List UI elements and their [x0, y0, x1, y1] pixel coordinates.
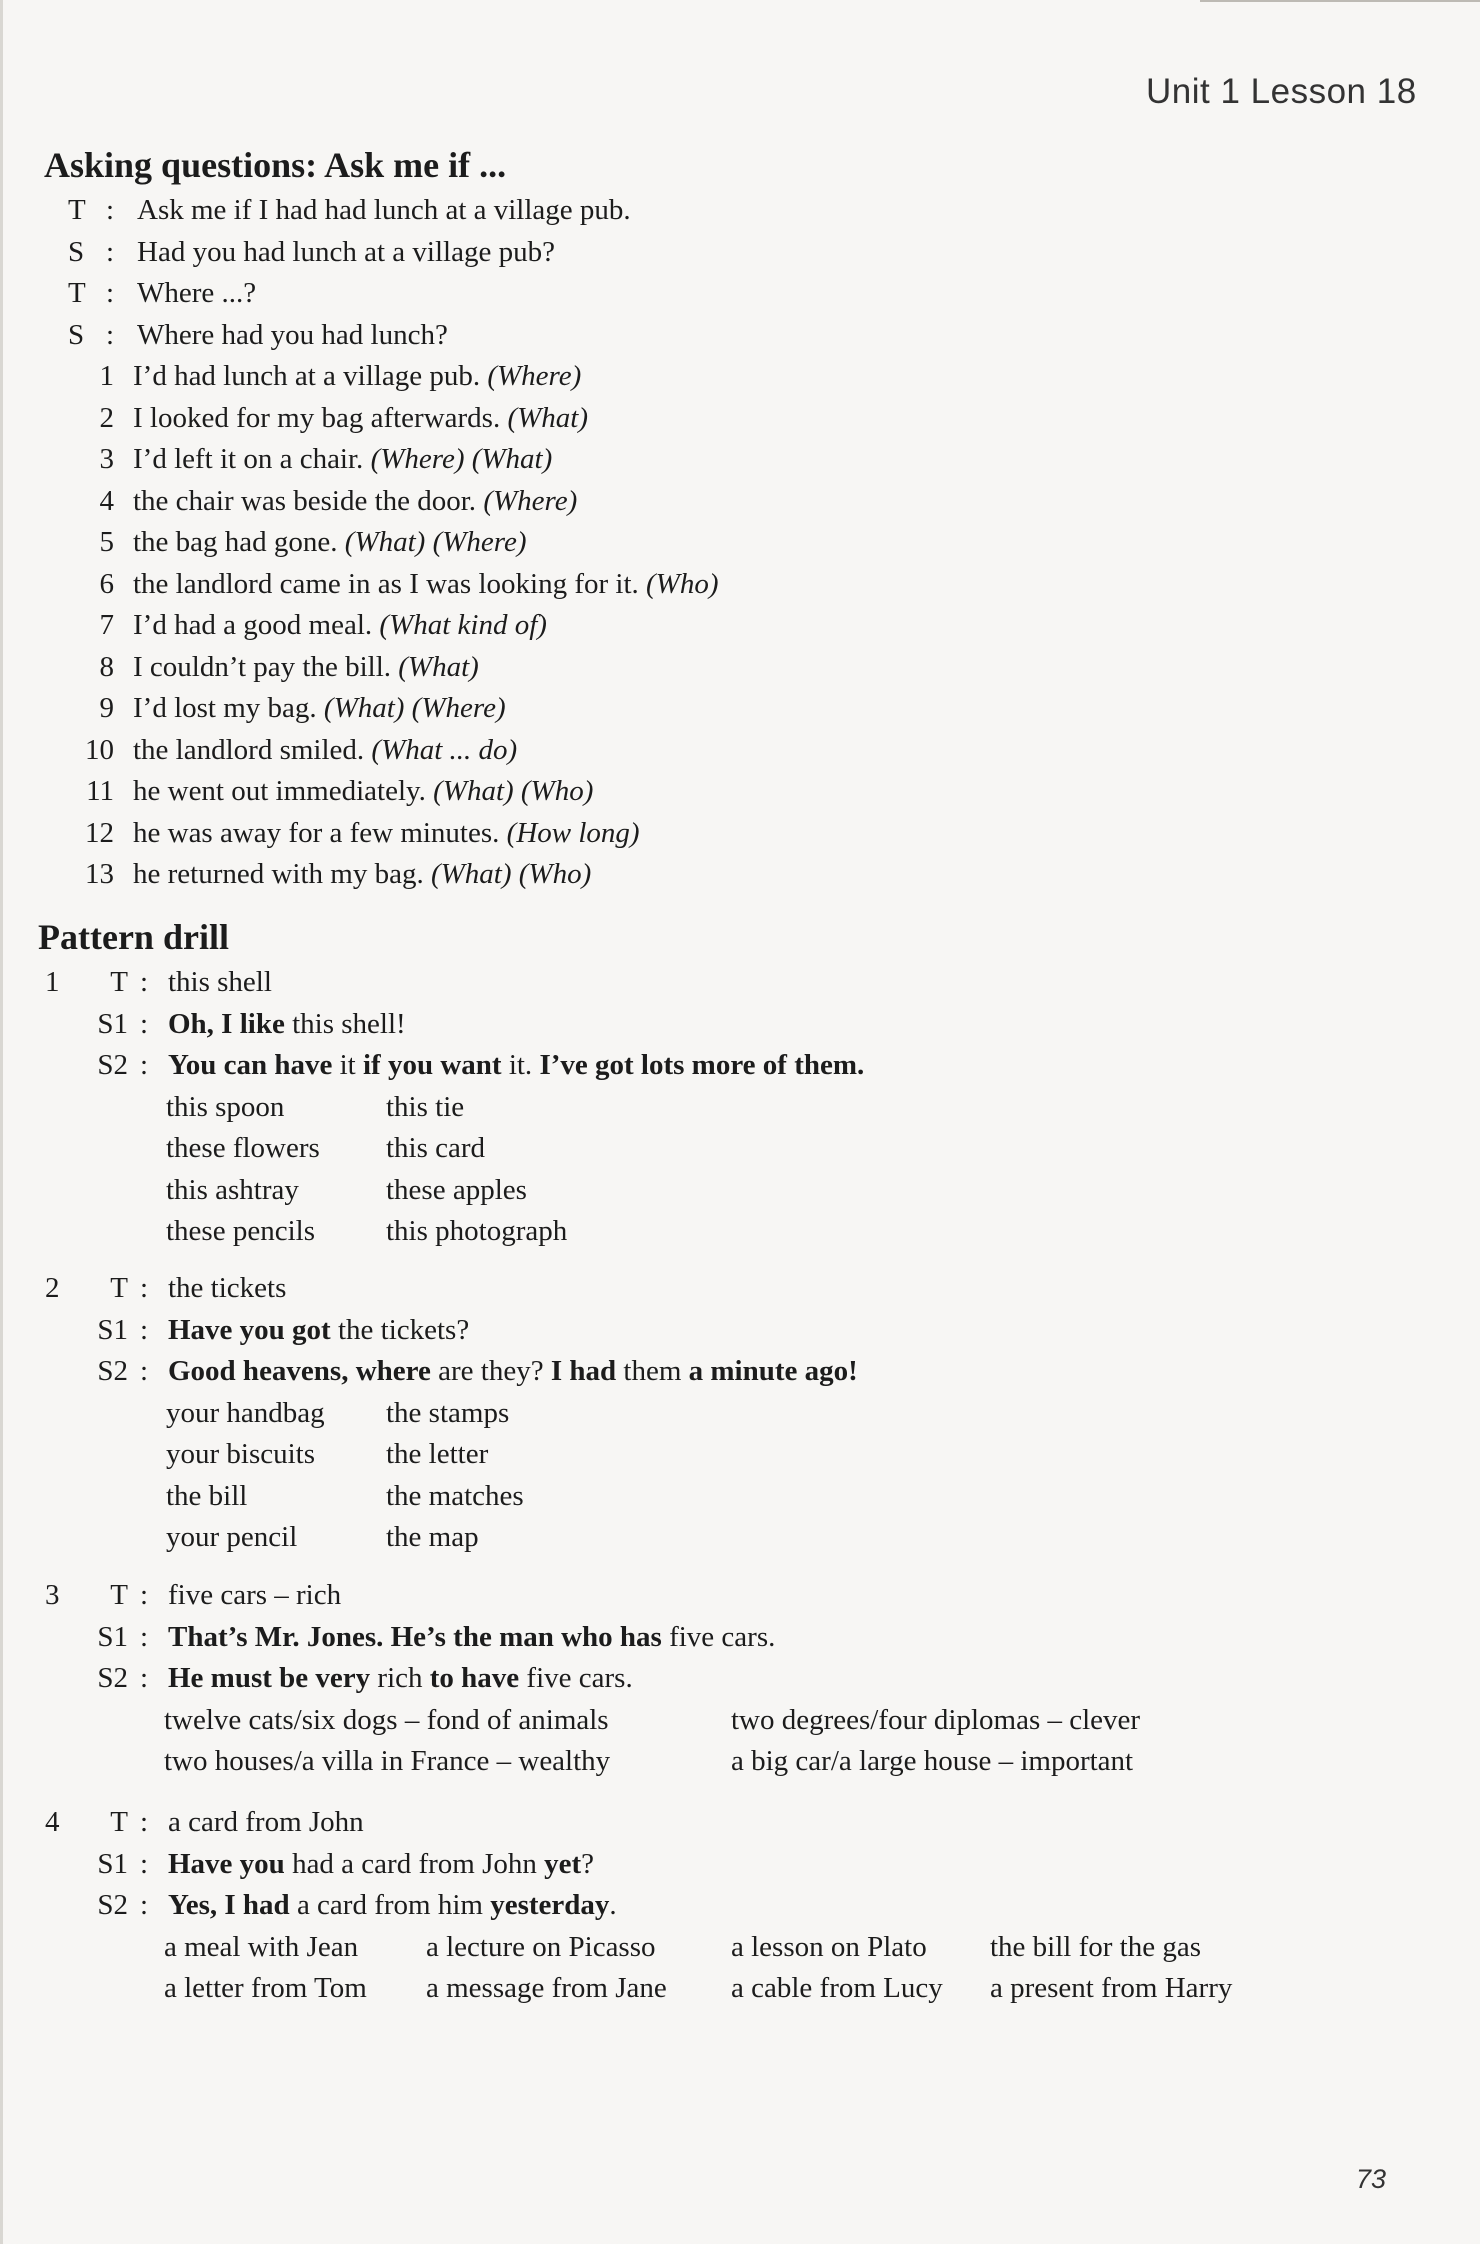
cue-word: the stamps	[386, 1396, 510, 1429]
item-text: I couldn’t pay the bill.	[133, 650, 391, 683]
drill-colon: :	[140, 966, 149, 998]
dialogue-speaker: S	[68, 235, 85, 268]
item-cues: (What)	[398, 650, 479, 683]
drill-speaker: S2	[97, 1662, 128, 1694]
bold-phrase: if you want	[362, 1049, 502, 1081]
item-text: the chair was beside the door.	[133, 484, 477, 517]
cue-word: these apples	[386, 1173, 527, 1206]
drill-line	[168, 1045, 864, 1086]
list-item	[133, 730, 517, 771]
plain-phrase: it	[332, 1049, 363, 1081]
drill-speaker: S2	[97, 1355, 128, 1387]
item-space	[639, 568, 646, 600]
item-cues: (What ... do)	[371, 733, 518, 766]
pattern-drill-heading: Pattern drill	[38, 917, 229, 957]
list-item	[133, 564, 719, 605]
drill-line	[168, 1004, 406, 1045]
cue-word: the bill	[166, 1479, 248, 1512]
bold-phrase: Good heavens, where	[168, 1355, 431, 1387]
drill-speaker: T	[110, 1272, 128, 1304]
drill-line	[168, 962, 272, 1003]
drill-speaker: T	[110, 966, 128, 998]
list-item	[133, 522, 527, 563]
cue-word: the letter	[386, 1438, 489, 1470]
plain-phrase: them	[616, 1355, 689, 1387]
drill-line	[168, 1268, 286, 1309]
drill-speaker: T	[110, 1806, 128, 1838]
item-space	[499, 817, 506, 849]
item-text: I’d left it on a chair.	[133, 443, 364, 475]
item-number: 2	[99, 401, 114, 434]
item-cues: (What) (Who)	[433, 775, 594, 807]
drill-number: 2	[45, 1272, 60, 1304]
drill-speaker: S1	[97, 1313, 128, 1346]
dialogue-line: Had you had lunch at a village pub?	[137, 235, 555, 268]
drill-colon: :	[140, 1662, 149, 1694]
drill-colon: :	[140, 1355, 149, 1387]
item-space	[317, 692, 324, 724]
cue-word: the bill for the gas	[990, 1930, 1202, 1963]
drill-colon: :	[140, 1579, 149, 1611]
cue-word: a lecture on Picasso	[426, 1930, 656, 1963]
drill-speaker: S1	[97, 1847, 128, 1880]
item-cues: (Where)	[483, 484, 578, 517]
cue-word: this ashtray	[166, 1173, 299, 1206]
list-item	[133, 398, 588, 439]
plain-phrase: ?	[581, 1847, 595, 1880]
cue-word: a big car/a large house – important	[731, 1745, 1134, 1777]
item-text: the bag had gone.	[133, 526, 338, 558]
cue-word: a lesson on Plato	[731, 1930, 927, 1963]
item-number: 4	[99, 484, 114, 517]
item-number: 11	[86, 775, 114, 807]
item-text: I’d had a good meal.	[133, 609, 373, 641]
item-number: 1	[99, 360, 114, 392]
drill-number: 1	[45, 966, 60, 998]
cue-word: this spoon	[166, 1090, 285, 1123]
cue-word: your handbag	[166, 1396, 325, 1429]
bold-phrase: You can have	[168, 1049, 333, 1081]
plain-phrase: five cars.	[661, 1620, 776, 1653]
drill-speaker: S1	[97, 1620, 128, 1653]
list-item	[133, 771, 593, 812]
list-item	[133, 356, 581, 397]
drill-colon: :	[140, 1889, 149, 1921]
bold-phrase: I’ve got lots more of them.	[539, 1049, 865, 1081]
drill-colon: :	[140, 1313, 149, 1346]
item-text: I’d lost my bag.	[133, 692, 317, 724]
dialogue-colon: :	[106, 277, 115, 309]
drill-line	[168, 1658, 633, 1699]
asking-questions-heading: Asking questions: Ask me if ...	[44, 145, 507, 185]
drill-speaker: T	[110, 1579, 128, 1611]
cue-word: two degrees/four diplomas – clever	[731, 1703, 1141, 1736]
item-text: I looked for my bag afterwards.	[133, 401, 501, 434]
cue-word: this tie	[386, 1090, 465, 1123]
item-text: he returned with my bag.	[133, 858, 424, 890]
item-number: 8	[99, 650, 114, 683]
drill-line	[168, 1885, 617, 1926]
item-number: 3	[99, 443, 114, 475]
item-number: 12	[85, 816, 114, 849]
bold-phrase: Have you got	[168, 1313, 331, 1346]
plain-phrase: the tickets?	[330, 1313, 470, 1346]
drill-colon: :	[140, 1806, 149, 1838]
dialogue-speaker: T	[68, 194, 86, 226]
drill-line	[168, 1617, 775, 1658]
item-number: 7	[99, 609, 114, 641]
cue-word: a message from Jane	[426, 1972, 667, 2004]
cue-word: the matches	[386, 1479, 524, 1512]
drill-number: 3	[45, 1579, 60, 1611]
drill-colon: :	[140, 1847, 149, 1880]
drill-line	[168, 1351, 858, 1392]
dialogue-colon: :	[106, 235, 115, 268]
list-item	[133, 647, 479, 688]
item-text: I’d had lunch at a village pub.	[133, 360, 481, 392]
item-number: 10	[85, 733, 114, 766]
item-cues: (What)	[507, 401, 588, 434]
drill-colon: :	[140, 1620, 149, 1653]
plain-phrase: five cars – rich	[168, 1579, 342, 1611]
cue-word: a cable from Lucy	[731, 1972, 943, 2004]
bold-phrase: to have	[429, 1662, 520, 1694]
drill-colon: :	[140, 1007, 149, 1040]
dialogue-line: Where had you had lunch?	[137, 318, 448, 351]
dialogue-line: Where ...?	[137, 277, 257, 309]
item-cues: (What) (Where)	[323, 692, 506, 724]
plain-phrase: had a card from John	[284, 1847, 545, 1880]
plain-phrase: it.	[501, 1049, 540, 1081]
cue-word: twelve cats/six dogs – fond of animals	[164, 1703, 609, 1736]
item-cues: (How long)	[506, 816, 640, 849]
page-edge-shadow	[0, 0, 3, 2244]
plain-phrase: five cars.	[519, 1662, 633, 1694]
item-cues: (Where) (What)	[370, 443, 553, 475]
item-cues: (Where)	[487, 360, 582, 392]
list-item	[133, 439, 552, 480]
item-cues: (What) (Who)	[430, 858, 592, 890]
item-space	[363, 443, 370, 475]
plain-phrase: this shell!	[284, 1007, 406, 1040]
cue-word: a letter from Tom	[164, 1972, 367, 2004]
list-item	[133, 854, 591, 895]
drill-line	[168, 1802, 364, 1843]
bold-phrase: I had	[550, 1355, 617, 1387]
item-number: 6	[99, 567, 114, 600]
bold-phrase: Have you	[168, 1847, 285, 1880]
plain-phrase: a card from him	[289, 1889, 491, 1921]
item-number: 5	[99, 526, 114, 558]
dialogue-colon: :	[106, 194, 115, 226]
list-item	[133, 813, 640, 854]
plain-phrase: .	[609, 1889, 617, 1921]
list-item	[133, 481, 577, 522]
drill-speaker: S2	[97, 1889, 128, 1921]
item-space	[338, 526, 345, 558]
item-number: 13	[85, 858, 114, 890]
item-cues: (Who)	[646, 567, 719, 600]
cue-word: these flowers	[166, 1132, 320, 1164]
cue-word: a meal with Jean	[164, 1930, 359, 1963]
dialogue-line: Ask me if I had had lunch at a village pub.	[137, 194, 631, 226]
item-cues: (What) (Where)	[344, 526, 527, 558]
plain-phrase: the tickets	[168, 1272, 287, 1304]
item-number: 9	[99, 692, 114, 724]
list-item	[133, 605, 547, 646]
cue-word: the map	[386, 1521, 479, 1553]
cue-word: your pencil	[166, 1521, 298, 1553]
unit-lesson-header: Unit 1 Lesson 18	[1146, 72, 1417, 111]
dialogue-speaker: S	[68, 318, 85, 351]
drill-colon: :	[140, 1272, 149, 1304]
plain-phrase: are they?	[430, 1355, 551, 1387]
drill-line	[168, 1310, 469, 1351]
drill-line	[168, 1575, 341, 1616]
plain-phrase: this shell	[168, 966, 272, 998]
bold-phrase: Oh, I like	[168, 1007, 285, 1040]
page-number: 73	[1356, 2164, 1387, 2194]
plain-phrase: rich	[370, 1662, 430, 1694]
bold-phrase: Yes, I had	[168, 1889, 290, 1921]
item-text: he went out immediately.	[133, 775, 426, 807]
cue-word: this photograph	[386, 1215, 568, 1247]
drill-line	[168, 1844, 594, 1885]
bold-phrase: yesterday	[490, 1889, 610, 1921]
cue-word: a present from Harry	[990, 1972, 1233, 2004]
bold-phrase: a minute ago!	[688, 1355, 858, 1387]
drill-speaker: S2	[97, 1049, 128, 1081]
cue-word: your biscuits	[166, 1438, 316, 1470]
item-text: the landlord came in as I was looking for it.	[133, 567, 639, 600]
bold-phrase: That’s Mr. Jones. He’s the man who has	[168, 1620, 662, 1653]
item-cues: (What kind of)	[379, 609, 547, 641]
plain-phrase: a card from John	[168, 1806, 364, 1838]
bold-phrase: He must be very	[168, 1662, 371, 1694]
dialogue-speaker: T	[68, 277, 86, 309]
item-space	[424, 858, 431, 890]
drill-colon: :	[140, 1049, 149, 1081]
bold-phrase: yet	[544, 1847, 582, 1880]
list-item	[133, 688, 506, 729]
drill-speaker: S1	[97, 1007, 128, 1040]
cue-word: these pencils	[166, 1215, 315, 1247]
dialogue-colon: :	[106, 318, 115, 351]
item-text: he was away for a few minutes.	[133, 816, 500, 849]
cue-word: this card	[386, 1132, 486, 1164]
page-edge-line	[1200, 0, 1480, 2]
item-text: the landlord smiled.	[133, 733, 365, 766]
drill-number: 4	[45, 1806, 60, 1838]
cue-word: two houses/a villa in France – wealthy	[164, 1745, 611, 1777]
